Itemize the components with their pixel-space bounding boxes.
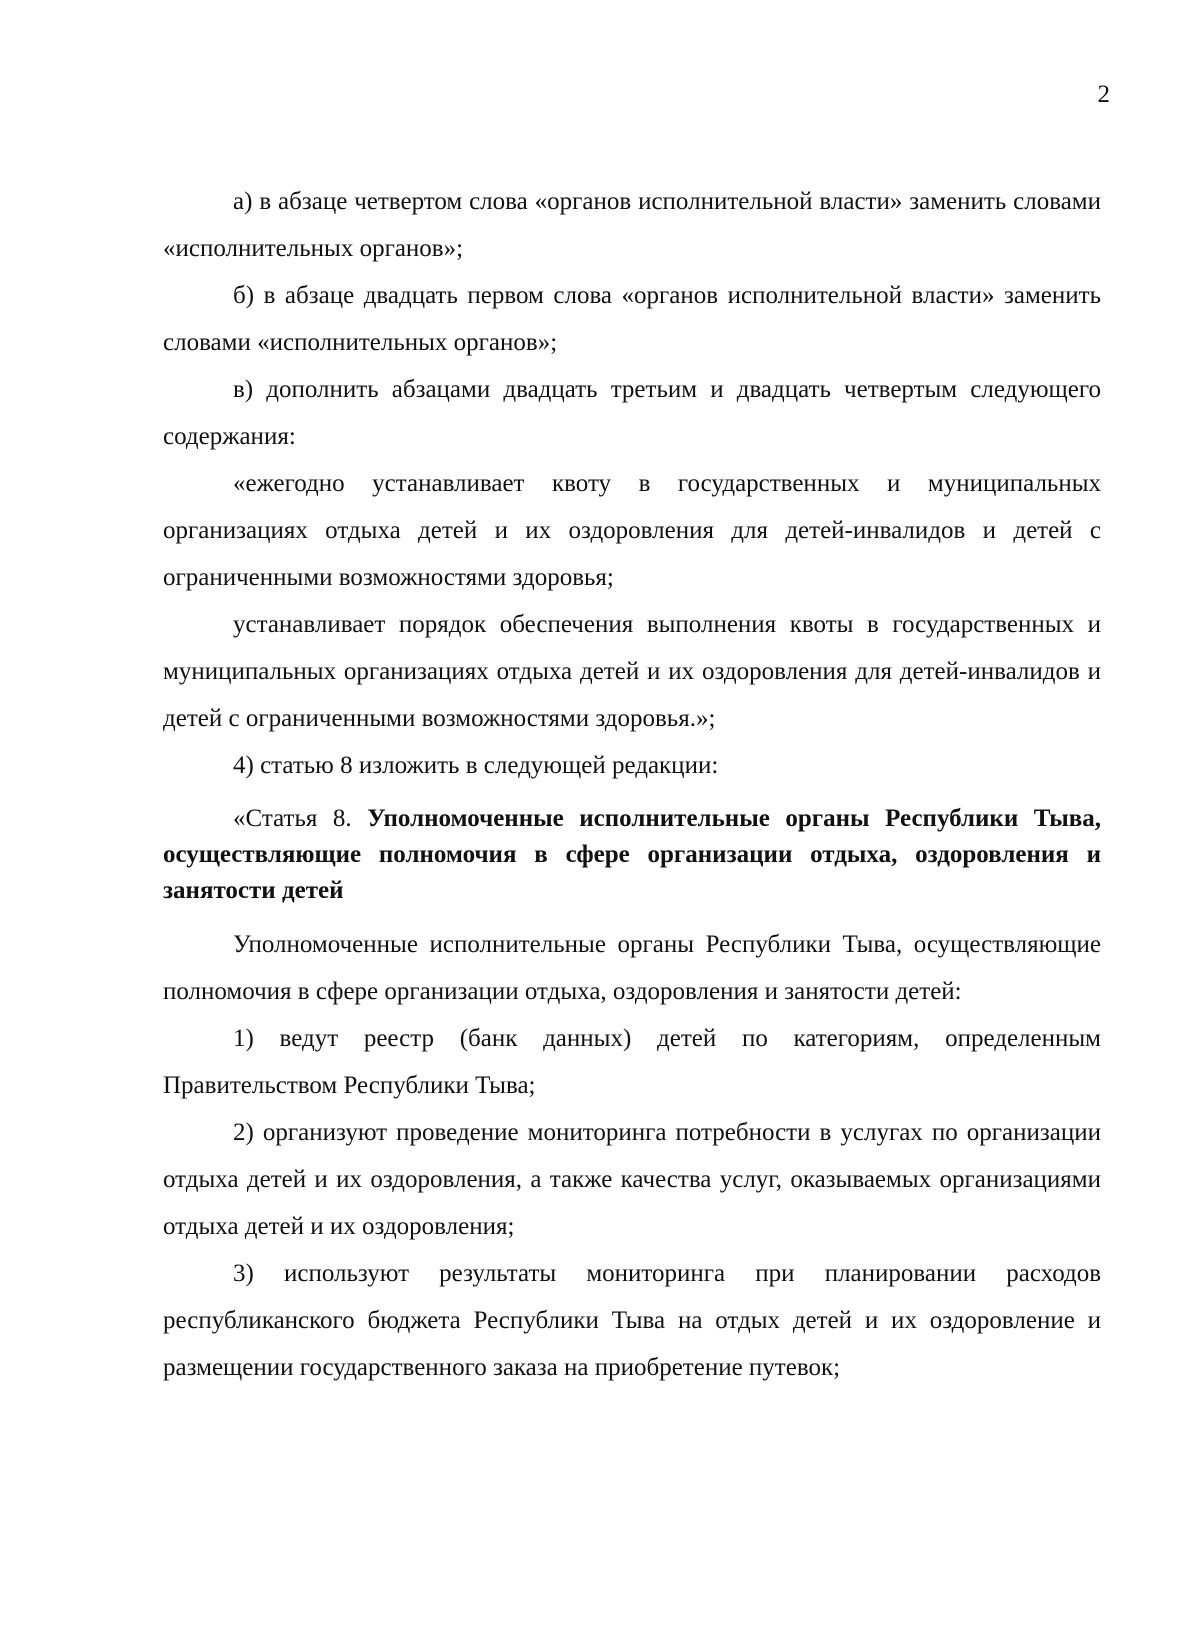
paragraph-b: б) в абзаце двадцать первом слова «органов исполнительной власти» заменить словами «исполнительных органов»; (163, 282, 1101, 356)
article-heading (163, 801, 1101, 909)
article-prefix: «Статья 8. (233, 805, 368, 832)
paragraph-registry: 1) ведут реестр (банк данных) детей по категориям, определенным Правительством Республики Тыва; (163, 1025, 1101, 1099)
page-number-text: 2 (1097, 81, 1110, 108)
page-number (1098, 80, 1111, 110)
paragraph-results: 3) используют результаты мониторинга при планировании расходов республиканского бюджета Республики Тыва на отдых детей и их оздоровление и размещении государственного заказа на приобретение путевок; (163, 1260, 1101, 1381)
paragraph-c: в) дополнить абзацами двадцать третьим и двадцать четвертым следующего содержания: (163, 376, 1101, 450)
paragraph-item-4: 4) статью 8 изложить в следующей редакции: (233, 752, 719, 779)
paragraph-monitoring: 2) организуют проведение мониторинга потребности в услугах по организации отдыха детей и их оздоровления, а также качества услуг, оказываемых организациями отдыха детей и их оздоровления; (163, 1119, 1101, 1240)
paragraph-authorities: Уполномоченные исполнительные органы Республики Тыва, осуществляющие полномочия в сфере организации отдыха, оздоровления и занятости детей: (163, 931, 1101, 1005)
paragraph-procedure: устанавливает порядок обеспечения выполнения квоты в государственных и муниципальных организациях отдыха детей и их оздоровления для детей-инвалидов и детей с ограниченными возможностями здоровья.»; (163, 611, 1101, 732)
paragraph-quota: «ежегодно устанавливает квоту в государственных и муниципальных организациях отдыха детей и их оздоровления для детей-инвалидов и детей с ограниченными возможностями здоровья; (163, 470, 1101, 591)
document-body (163, 178, 1101, 1391)
article-title: Уполномоченные исполнительные органы Республики Тыва, осуществляющие полномочия в сфере организации отдыха, оздоровления и занятости детей (163, 805, 1101, 904)
paragraph-a: а) в абзаце четвертом слова «органов исполнительной власти» заменить словами «исполнительных органов»; (163, 188, 1101, 262)
